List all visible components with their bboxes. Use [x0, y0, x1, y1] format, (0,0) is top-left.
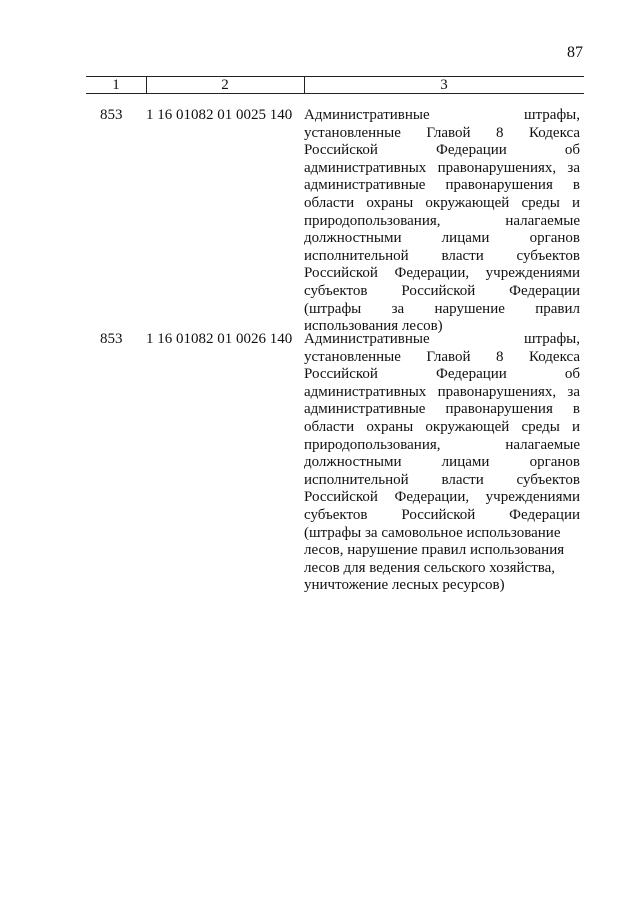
description-line: исполнительной власти субъектов [304, 247, 580, 264]
description-line: Российской Федерации, учреждениями [304, 265, 580, 282]
description-line: исполнительной власти субъектов [304, 471, 580, 488]
description [304, 107, 580, 336]
description-line: Административные штрафы, [304, 331, 580, 347]
description-line: лесов, нарушение правил использования [304, 542, 565, 559]
budget-classification-code: 1 16 01082 01 0025 140 [146, 107, 293, 123]
description-line: (штрафы за нарушение правил [304, 300, 580, 317]
admin-code: 853 [100, 107, 123, 123]
description-line: лесов для ведения сельского хозяйства, [304, 559, 556, 576]
admin-code: 853 [100, 331, 123, 347]
description-line: (штрафы за самовольное использование [304, 524, 561, 541]
description-line: природопользования, налагаемые [304, 212, 580, 229]
description-line: использования лесов) [304, 318, 443, 335]
description-line: области охраны окружающей среды и [304, 194, 580, 211]
description-line: уничтожение лесных ресурсов) [304, 577, 505, 594]
description-line: должностными лицами органов [304, 230, 580, 247]
column-header-1: 1 [112, 77, 120, 93]
description-line: установленные Главой 8 Кодекса [304, 124, 580, 141]
column-header-2: 2 [221, 77, 229, 93]
description-line: установленные Главой 8 Кодекса [304, 348, 580, 365]
column-header-3: 3 [440, 77, 448, 93]
description-line: Российской Федерации, учреждениями [304, 489, 580, 506]
description-line: административных правонарушениях, за [304, 383, 580, 400]
page-number: 87 [567, 44, 583, 61]
budget-classification-code: 1 16 01082 01 0026 140 [146, 331, 293, 347]
description-line: должностными лицами органов [304, 454, 580, 471]
description-line: области охраны окружающей среды и [304, 418, 580, 435]
description-line: субъектов Российской Федерации [304, 506, 580, 523]
description-line: Российской Федерации об [304, 142, 580, 159]
description [304, 331, 580, 595]
description-line: административные правонарушения в [304, 177, 580, 194]
description-line: Административные штрафы, [304, 107, 580, 123]
description-line: административные правонарушения в [304, 401, 580, 418]
description-line: природопользования, налагаемые [304, 436, 580, 453]
table-header-bottom-border [86, 93, 584, 94]
description-line: субъектов Российской Федерации [304, 282, 580, 299]
description-line: административных правонарушениях, за [304, 159, 580, 176]
description-line: Российской Федерации об [304, 366, 580, 383]
